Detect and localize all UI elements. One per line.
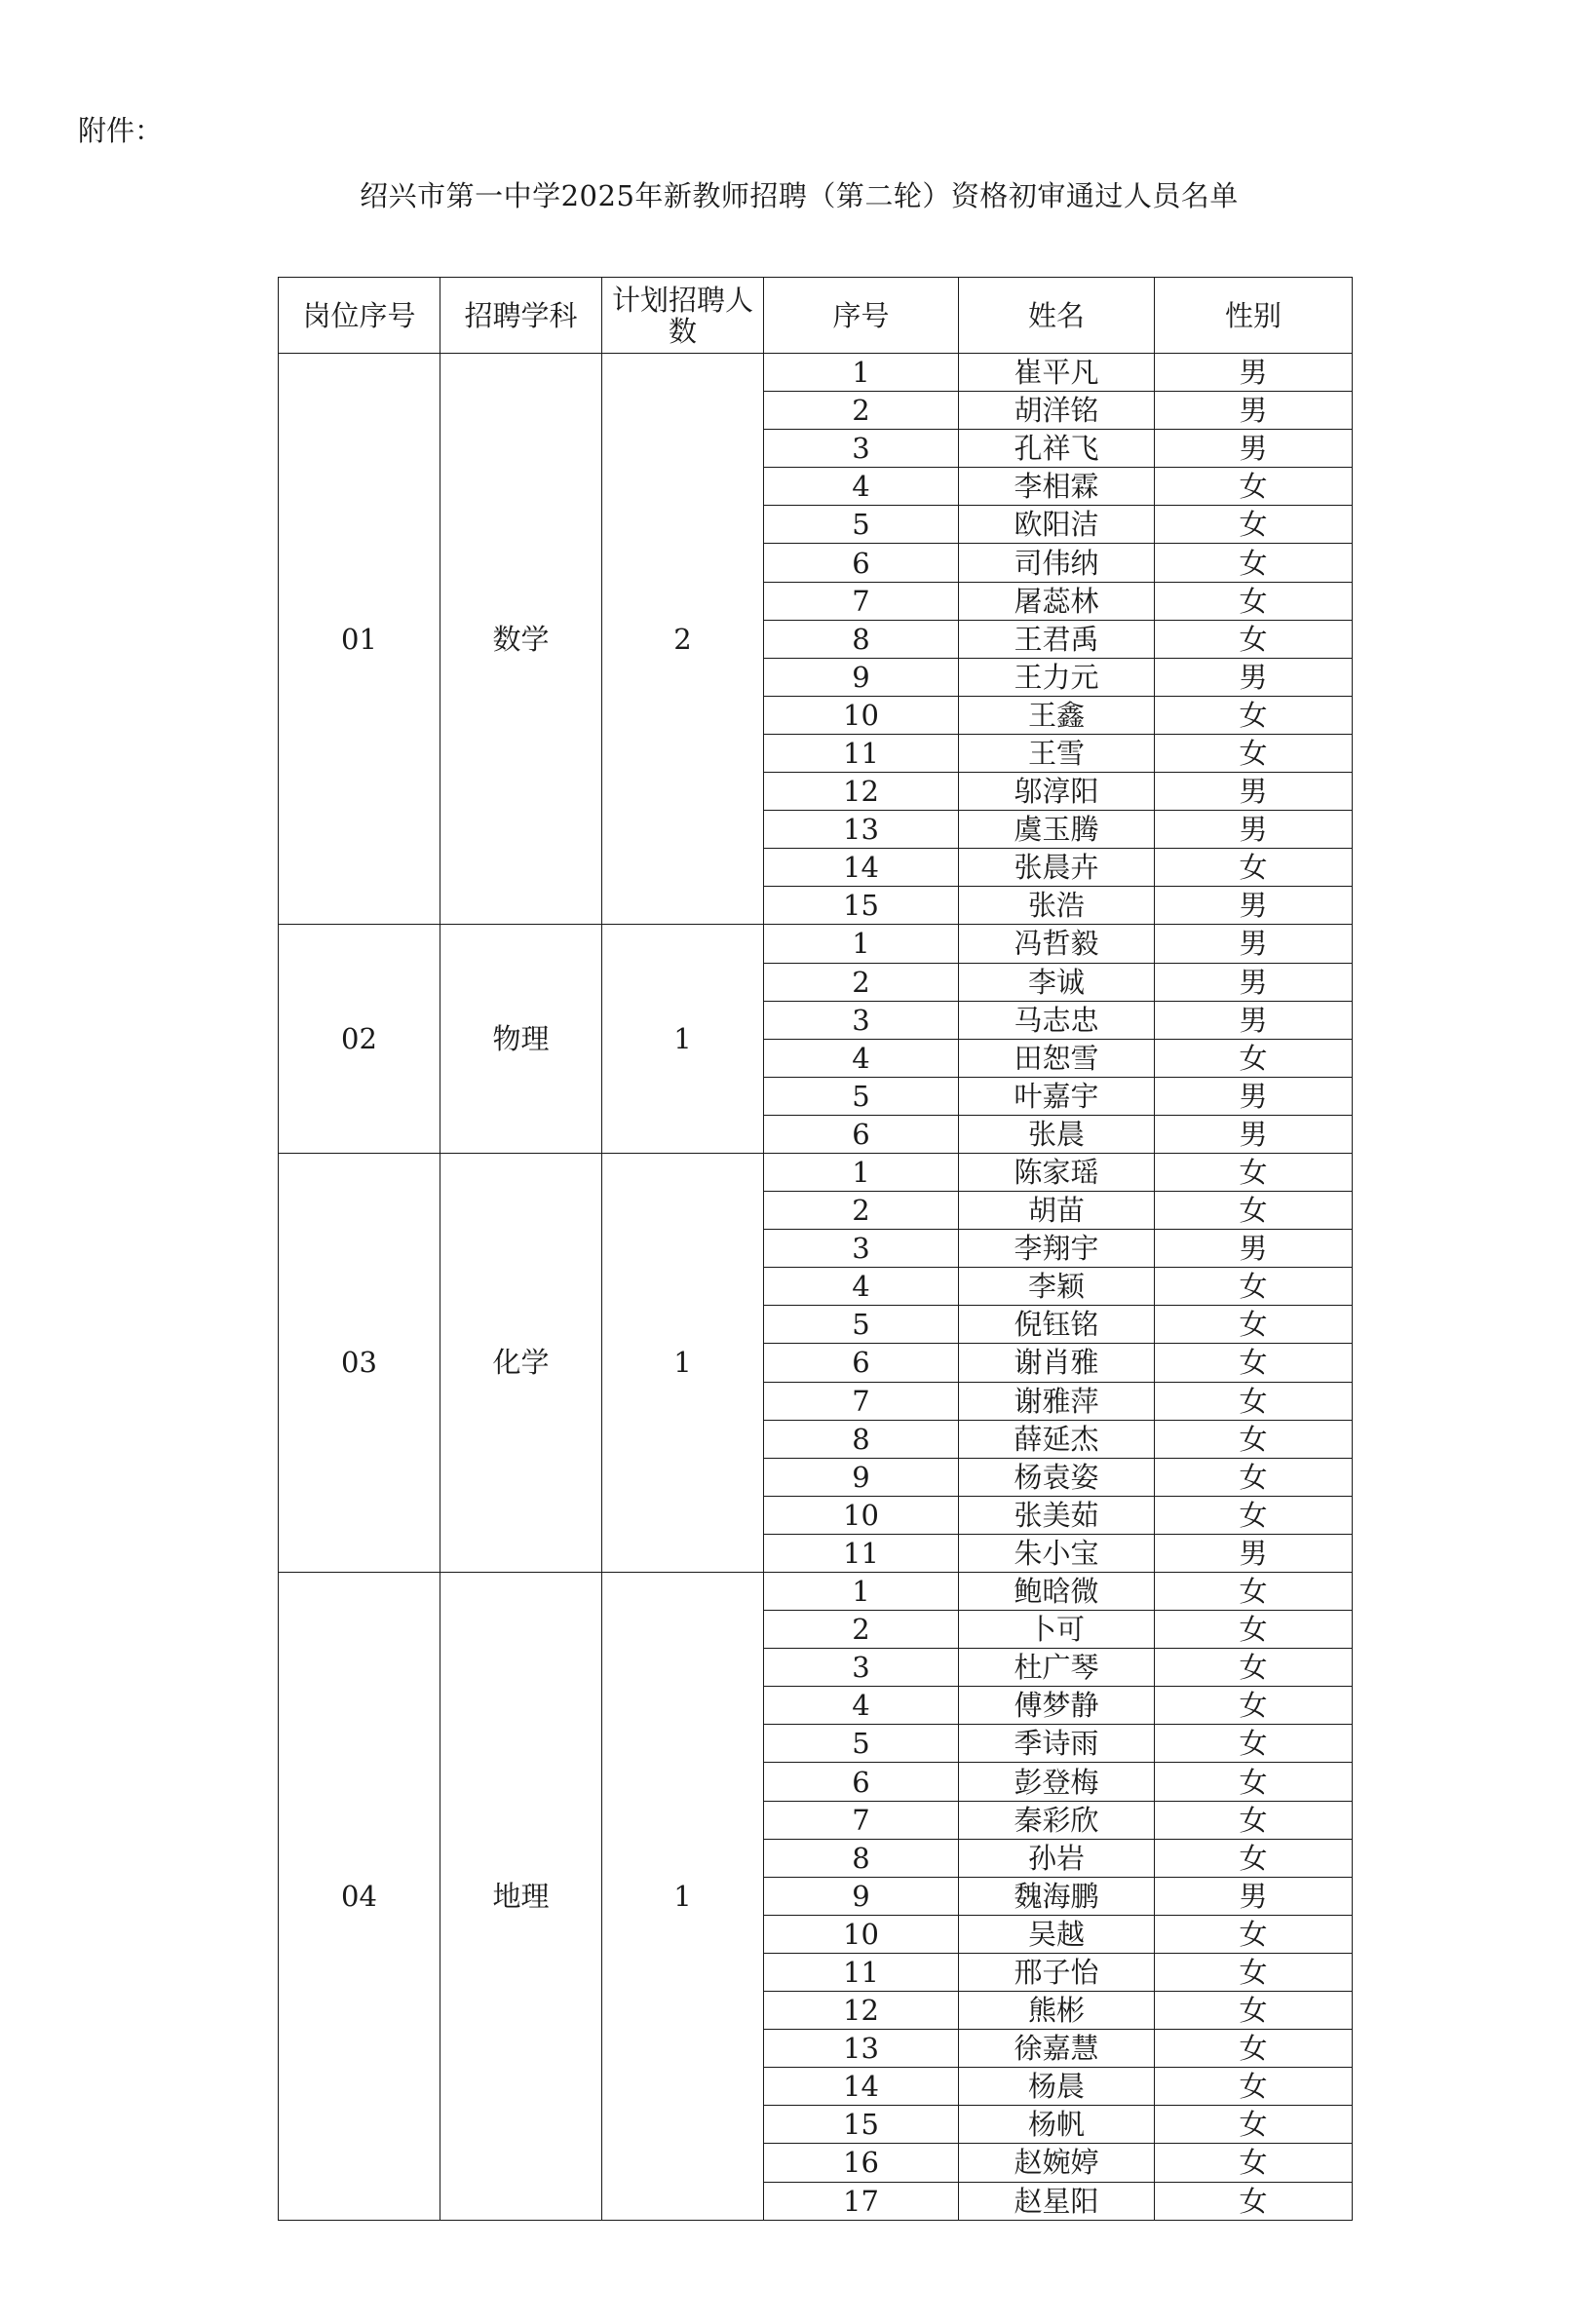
- gender-cell: 男: [1155, 811, 1353, 849]
- name-cell: 胡洋铭: [959, 392, 1155, 430]
- header-post-no: 岗位序号: [279, 278, 440, 354]
- name-cell: 李颖: [959, 1268, 1155, 1306]
- seq-cell: 4: [764, 1268, 959, 1306]
- name-cell: 傅梦静: [959, 1687, 1155, 1725]
- name-cell: 秦彩欣: [959, 1801, 1155, 1839]
- post-no-cell: 03: [279, 1153, 440, 1572]
- table-body: [279, 354, 1353, 2221]
- seq-cell: 5: [764, 1077, 959, 1115]
- name-cell: 杨袁姿: [959, 1458, 1155, 1496]
- seq-cell: 4: [764, 468, 959, 506]
- candidate-table: [278, 277, 1353, 2221]
- seq-cell: 1: [764, 1153, 959, 1191]
- plan-count-cell: 1: [602, 925, 764, 1154]
- seq-cell: 15: [764, 887, 959, 925]
- gender-cell: 女: [1155, 2144, 1353, 2182]
- gender-cell: 女: [1155, 1306, 1353, 1344]
- name-cell: 屠蕊林: [959, 582, 1155, 620]
- name-cell: 张晨: [959, 1115, 1155, 1153]
- name-cell: 孔祥飞: [959, 430, 1155, 468]
- plan-count-cell: 1: [602, 1573, 764, 2221]
- gender-cell: 女: [1155, 544, 1353, 582]
- post-no-cell: 02: [279, 925, 440, 1154]
- seq-cell: 14: [764, 2068, 959, 2106]
- seq-cell: 8: [764, 1839, 959, 1877]
- seq-cell: 9: [764, 658, 959, 696]
- gender-cell: 男: [1155, 1115, 1353, 1153]
- plan-count-cell: 1: [602, 1153, 764, 1572]
- seq-cell: 13: [764, 811, 959, 849]
- post-no-cell: 04: [279, 1573, 440, 2221]
- name-cell: 赵婉婷: [959, 2144, 1155, 2182]
- seq-cell: 3: [764, 430, 959, 468]
- header-row: [279, 278, 1353, 354]
- name-cell: 杨晨: [959, 2068, 1155, 2106]
- gender-cell: 男: [1155, 773, 1353, 811]
- seq-cell: 13: [764, 2030, 959, 2068]
- seq-cell: 2: [764, 963, 959, 1001]
- gender-cell: 男: [1155, 1001, 1353, 1039]
- gender-cell: 女: [1155, 696, 1353, 734]
- seq-cell: 11: [764, 1534, 959, 1572]
- seq-cell: 7: [764, 1382, 959, 1420]
- gender-cell: 女: [1155, 1649, 1353, 1687]
- table-row: [279, 925, 1353, 963]
- seq-cell: 10: [764, 1915, 959, 1953]
- name-cell: 李翔宇: [959, 1230, 1155, 1268]
- name-cell: 朱小宝: [959, 1534, 1155, 1572]
- name-cell: 谢肖雅: [959, 1344, 1155, 1382]
- gender-cell: 女: [1155, 1763, 1353, 1801]
- gender-cell: 女: [1155, 1953, 1353, 1991]
- seq-cell: 1: [764, 1573, 959, 1611]
- gender-cell: 女: [1155, 1382, 1353, 1420]
- name-cell: 王力元: [959, 658, 1155, 696]
- plan-count-cell: 2: [602, 354, 764, 925]
- gender-cell: 男: [1155, 392, 1353, 430]
- subject-cell: 地理: [440, 1573, 602, 2221]
- seq-cell: 3: [764, 1230, 959, 1268]
- seq-cell: 12: [764, 773, 959, 811]
- gender-cell: 女: [1155, 1344, 1353, 1382]
- name-cell: 王君禹: [959, 620, 1155, 658]
- seq-cell: 11: [764, 1953, 959, 1991]
- gender-cell: 女: [1155, 1268, 1353, 1306]
- name-cell: 马志忠: [959, 1001, 1155, 1039]
- name-cell: 杜广琴: [959, 1649, 1155, 1687]
- gender-cell: 女: [1155, 1687, 1353, 1725]
- gender-cell: 女: [1155, 1611, 1353, 1649]
- name-cell: 吴越: [959, 1915, 1155, 1953]
- seq-cell: 4: [764, 1687, 959, 1725]
- header-name: 姓名: [959, 278, 1155, 354]
- post-no-cell: 01: [279, 354, 440, 925]
- gender-cell: 女: [1155, 849, 1353, 887]
- name-cell: 田恕雪: [959, 1039, 1155, 1077]
- subject-cell: 化学: [440, 1153, 602, 1572]
- table-row: [279, 1573, 1353, 1611]
- seq-cell: 4: [764, 1039, 959, 1077]
- seq-cell: 5: [764, 1306, 959, 1344]
- seq-cell: 16: [764, 2144, 959, 2182]
- header-seq: 序号: [764, 278, 959, 354]
- gender-cell: 女: [1155, 468, 1353, 506]
- seq-cell: 8: [764, 620, 959, 658]
- seq-cell: 11: [764, 734, 959, 772]
- table-row: [279, 1153, 1353, 1191]
- seq-cell: 9: [764, 1877, 959, 1915]
- name-cell: 鲍晗微: [959, 1573, 1155, 1611]
- name-cell: 杨帆: [959, 2106, 1155, 2144]
- name-cell: 王鑫: [959, 696, 1155, 734]
- gender-cell: 女: [1155, 1153, 1353, 1191]
- gender-cell: 女: [1155, 1496, 1353, 1534]
- seq-cell: 2: [764, 1611, 959, 1649]
- seq-cell: 10: [764, 696, 959, 734]
- seq-cell: 15: [764, 2106, 959, 2144]
- gender-cell: 男: [1155, 1534, 1353, 1572]
- name-cell: 魏海鹏: [959, 1877, 1155, 1915]
- header-plan-count: 计划招聘人数: [602, 278, 764, 354]
- name-cell: 邬淳阳: [959, 773, 1155, 811]
- name-cell: 张浩: [959, 887, 1155, 925]
- name-cell: 张晨卉: [959, 849, 1155, 887]
- name-cell: 陈家瑶: [959, 1153, 1155, 1191]
- gender-cell: 女: [1155, 1573, 1353, 1611]
- name-cell: 倪钰铭: [959, 1306, 1155, 1344]
- name-cell: 邢子怡: [959, 1953, 1155, 1991]
- seq-cell: 2: [764, 392, 959, 430]
- seq-cell: 5: [764, 1725, 959, 1763]
- seq-cell: 6: [764, 544, 959, 582]
- name-cell: 王雪: [959, 734, 1155, 772]
- gender-cell: 女: [1155, 620, 1353, 658]
- name-cell: 张美茹: [959, 1496, 1155, 1534]
- name-cell: 季诗雨: [959, 1725, 1155, 1763]
- gender-cell: 女: [1155, 2106, 1353, 2144]
- seq-cell: 5: [764, 506, 959, 544]
- name-cell: 虞玉腾: [959, 811, 1155, 849]
- gender-cell: 女: [1155, 2068, 1353, 2106]
- seq-cell: 2: [764, 1192, 959, 1230]
- document-title: 绍兴市第一中学2025年新教师招聘（第二轮）资格初审通过人员名单: [360, 179, 1239, 212]
- seq-cell: 14: [764, 849, 959, 887]
- gender-cell: 女: [1155, 1801, 1353, 1839]
- subject-cell: 数学: [440, 354, 602, 925]
- seq-cell: 3: [764, 1001, 959, 1039]
- name-cell: 卜可: [959, 1611, 1155, 1649]
- name-cell: 欧阳洁: [959, 506, 1155, 544]
- name-cell: 薛延杰: [959, 1420, 1155, 1458]
- gender-cell: 女: [1155, 1192, 1353, 1230]
- seq-cell: 7: [764, 582, 959, 620]
- name-cell: 李诚: [959, 963, 1155, 1001]
- table-header: [279, 278, 1353, 354]
- gender-cell: 女: [1155, 1725, 1353, 1763]
- gender-cell: 女: [1155, 1420, 1353, 1458]
- gender-cell: 男: [1155, 1230, 1353, 1268]
- seq-cell: 8: [764, 1420, 959, 1458]
- seq-cell: 1: [764, 925, 959, 963]
- header-subject: 招聘学科: [440, 278, 602, 354]
- gender-cell: 女: [1155, 1039, 1353, 1077]
- gender-cell: 女: [1155, 2030, 1353, 2068]
- gender-cell: 女: [1155, 1915, 1353, 1953]
- name-cell: 徐嘉慧: [959, 2030, 1155, 2068]
- gender-cell: 男: [1155, 430, 1353, 468]
- gender-cell: 女: [1155, 734, 1353, 772]
- seq-cell: 6: [764, 1763, 959, 1801]
- gender-cell: 女: [1155, 582, 1353, 620]
- seq-cell: 17: [764, 2182, 959, 2220]
- seq-cell: 6: [764, 1115, 959, 1153]
- name-cell: 冯哲毅: [959, 925, 1155, 963]
- seq-cell: 3: [764, 1649, 959, 1687]
- gender-cell: 男: [1155, 887, 1353, 925]
- name-cell: 崔平凡: [959, 354, 1155, 392]
- gender-cell: 女: [1155, 1992, 1353, 2030]
- seq-cell: 9: [764, 1458, 959, 1496]
- seq-cell: 10: [764, 1496, 959, 1534]
- name-cell: 李相霖: [959, 468, 1155, 506]
- gender-cell: 男: [1155, 1877, 1353, 1915]
- name-cell: 彭登梅: [959, 1763, 1155, 1801]
- name-cell: 谢雅萍: [959, 1382, 1155, 1420]
- name-cell: 孙岩: [959, 1839, 1155, 1877]
- gender-cell: 女: [1155, 506, 1353, 544]
- table-row: [279, 354, 1353, 392]
- name-cell: 赵星阳: [959, 2182, 1155, 2220]
- subject-cell: 物理: [440, 925, 602, 1154]
- name-cell: 熊彬: [959, 1992, 1155, 2030]
- gender-cell: 男: [1155, 1077, 1353, 1115]
- name-cell: 叶嘉宇: [959, 1077, 1155, 1115]
- seq-cell: 6: [764, 1344, 959, 1382]
- gender-cell: 女: [1155, 2182, 1353, 2220]
- gender-cell: 男: [1155, 658, 1353, 696]
- gender-cell: 男: [1155, 354, 1353, 392]
- gender-cell: 男: [1155, 963, 1353, 1001]
- name-cell: 胡苗: [959, 1192, 1155, 1230]
- gender-cell: 女: [1155, 1458, 1353, 1496]
- gender-cell: 男: [1155, 925, 1353, 963]
- name-cell: 司伟纳: [959, 544, 1155, 582]
- seq-cell: 7: [764, 1801, 959, 1839]
- seq-cell: 12: [764, 1992, 959, 2030]
- seq-cell: 1: [764, 354, 959, 392]
- attachment-label: 附件：: [78, 114, 164, 147]
- gender-cell: 女: [1155, 1839, 1353, 1877]
- header-gender: 性别: [1155, 278, 1353, 354]
